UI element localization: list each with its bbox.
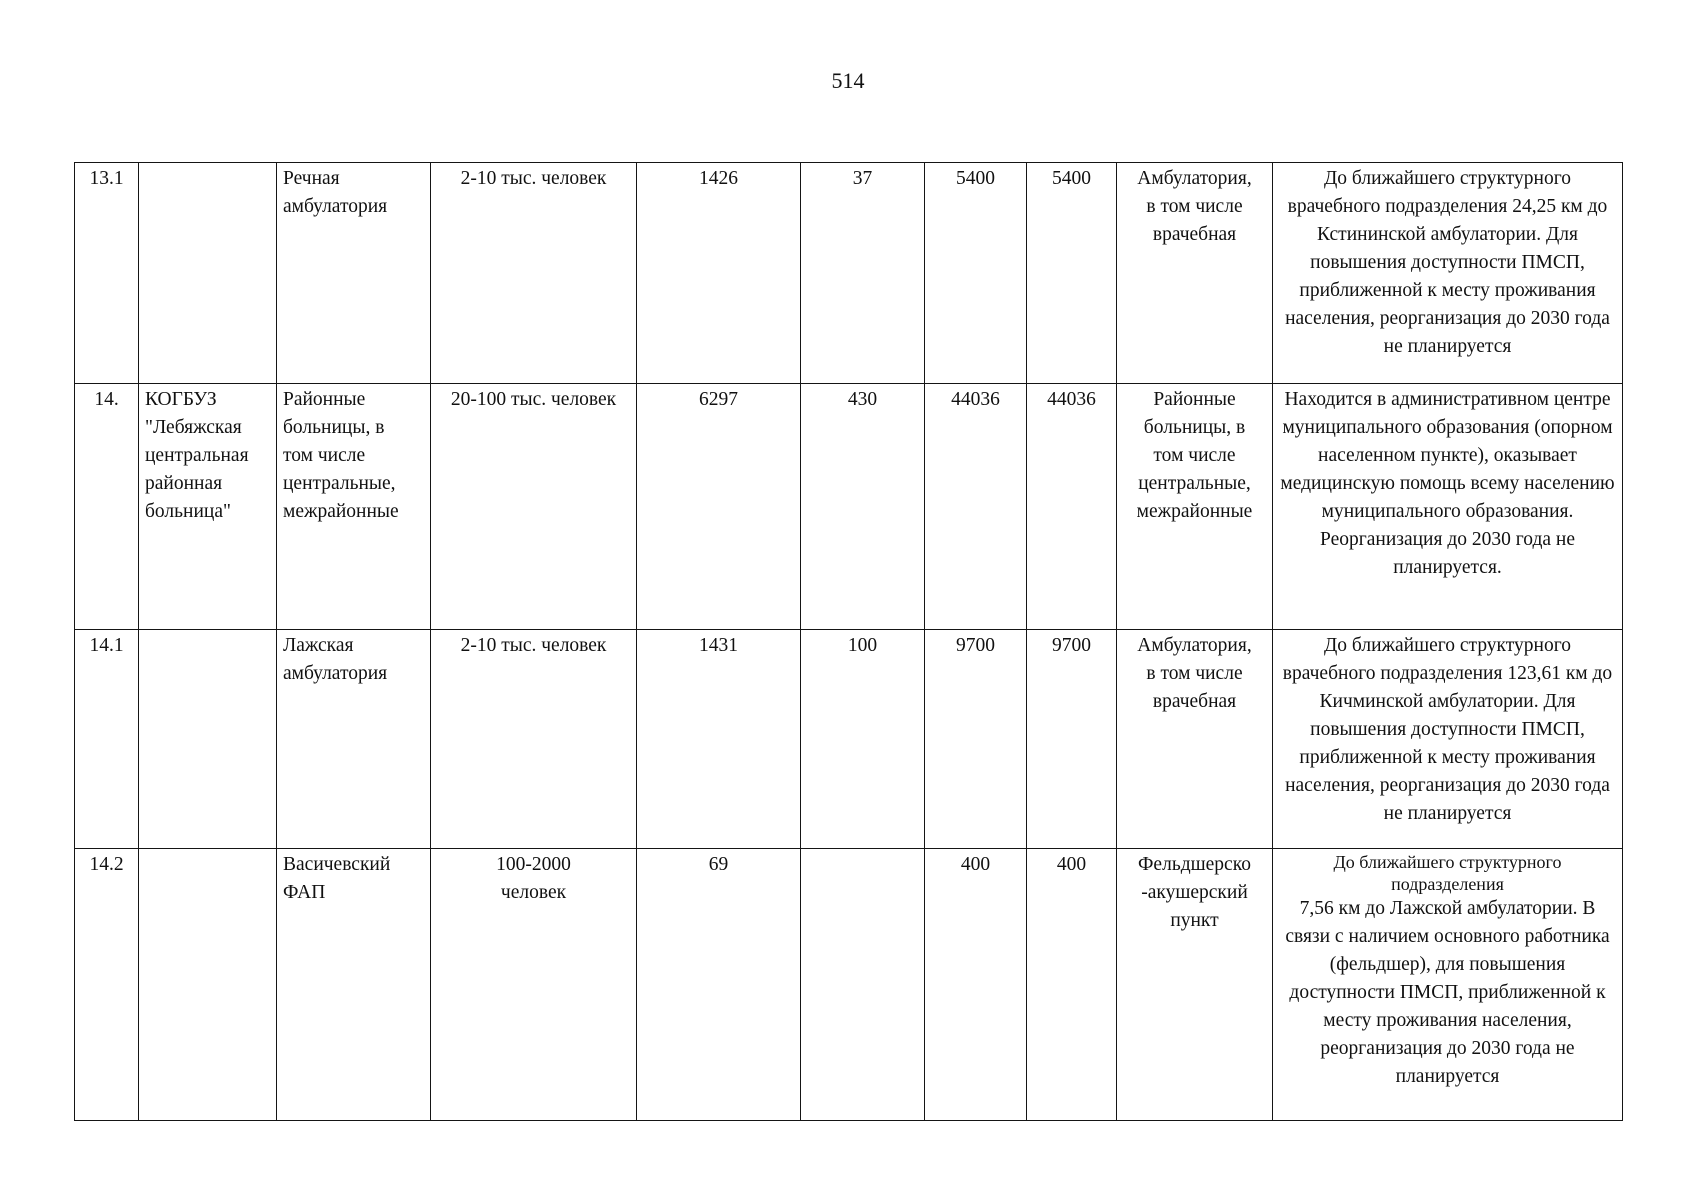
value-cell-1: 6297 (637, 384, 801, 630)
facility-type-cell: Фельдшерско -акушерский пункт (1117, 849, 1273, 1121)
note-main-text: 7,56 км до Лажской амбулатории. В связи с наличием основного работника (фельдшер), для повышения доступности ПМСП, приближенной к месту проживания населения, реорганизация до 2030 года не планируется (1285, 898, 1610, 1087)
facility-type-cell: Амбулатория, в том числе врачебная (1117, 630, 1273, 849)
population-group-cell: 2-10 тыс. человек (431, 630, 637, 849)
page-number: 514 (831, 68, 865, 93)
note-cell: Находится в административном центре муниципального образования (опорном населенном пункте), оказывает медицинскую помощь всему населению муниципального образования. Реорганизация до 2030 года не планируется. (1273, 384, 1623, 630)
row-number: 13.1 (75, 163, 139, 384)
table-row (75, 384, 1623, 630)
population-group-cell: 100-2000 человек (431, 849, 637, 1121)
organization-cell (139, 849, 277, 1121)
note-cell (1273, 849, 1623, 1121)
table-row (75, 849, 1623, 1121)
organization-cell: КОГБУЗ "Лебяжская центральная районная больница" (139, 384, 277, 630)
table-row (75, 163, 1623, 384)
value-cell-3: 400 (925, 849, 1027, 1121)
facility-type-cell: Амбулатория, в том числе врачебная (1117, 163, 1273, 384)
value-cell-2: 430 (801, 384, 925, 630)
value-cell-4: 9700 (1027, 630, 1117, 849)
population-group-cell: 20-100 тыс. человек (431, 384, 637, 630)
value-cell-4: 44036 (1027, 384, 1117, 630)
value-cell-2: 37 (801, 163, 925, 384)
value-cell-4: 400 (1027, 849, 1117, 1121)
facility-name-cell: Речная амбулатория (277, 163, 431, 384)
row-number: 14. (75, 384, 139, 630)
organization-cell (139, 163, 277, 384)
value-cell-2: 100 (801, 630, 925, 849)
value-cell-2 (801, 849, 925, 1121)
value-cell-3: 44036 (925, 384, 1027, 630)
note-lead-text: До ближайшего структурного подразделения (1333, 852, 1562, 894)
organization-cell (139, 630, 277, 849)
facility-type-cell: Районные больницы, в том числе центральные, межрайонные (1117, 384, 1273, 630)
table-row (75, 630, 1623, 849)
row-number: 14.2 (75, 849, 139, 1121)
value-cell-4: 5400 (1027, 163, 1117, 384)
value-cell-1: 69 (637, 849, 801, 1121)
value-cell-3: 9700 (925, 630, 1027, 849)
facilities-table (74, 162, 1623, 1121)
value-cell-1: 1426 (637, 163, 801, 384)
row-number: 14.1 (75, 630, 139, 849)
population-group-cell: 2-10 тыс. человек (431, 163, 637, 384)
facility-name-cell: Васичевский ФАП (277, 849, 431, 1121)
value-cell-1: 1431 (637, 630, 801, 849)
note-cell: До ближайшего структурного врачебного подразделения 24,25 км до Кстининской амбулатории. Для повышения доступности ПМСП, приближенной к месту проживания населения, реорганизация до 2030 года не планируется (1273, 163, 1623, 384)
facility-name-cell: Районные больницы, в том числе центральные, межрайонные (277, 384, 431, 630)
facility-name-cell: Лажская амбулатория (277, 630, 431, 849)
value-cell-3: 5400 (925, 163, 1027, 384)
note-cell: До ближайшего структурного врачебного подразделения 123,61 км до Кичминской амбулатории. Для повышения доступности ПМСП, приближенной к месту проживания населения, реорганизация до 2030 года не планируется (1273, 630, 1623, 849)
